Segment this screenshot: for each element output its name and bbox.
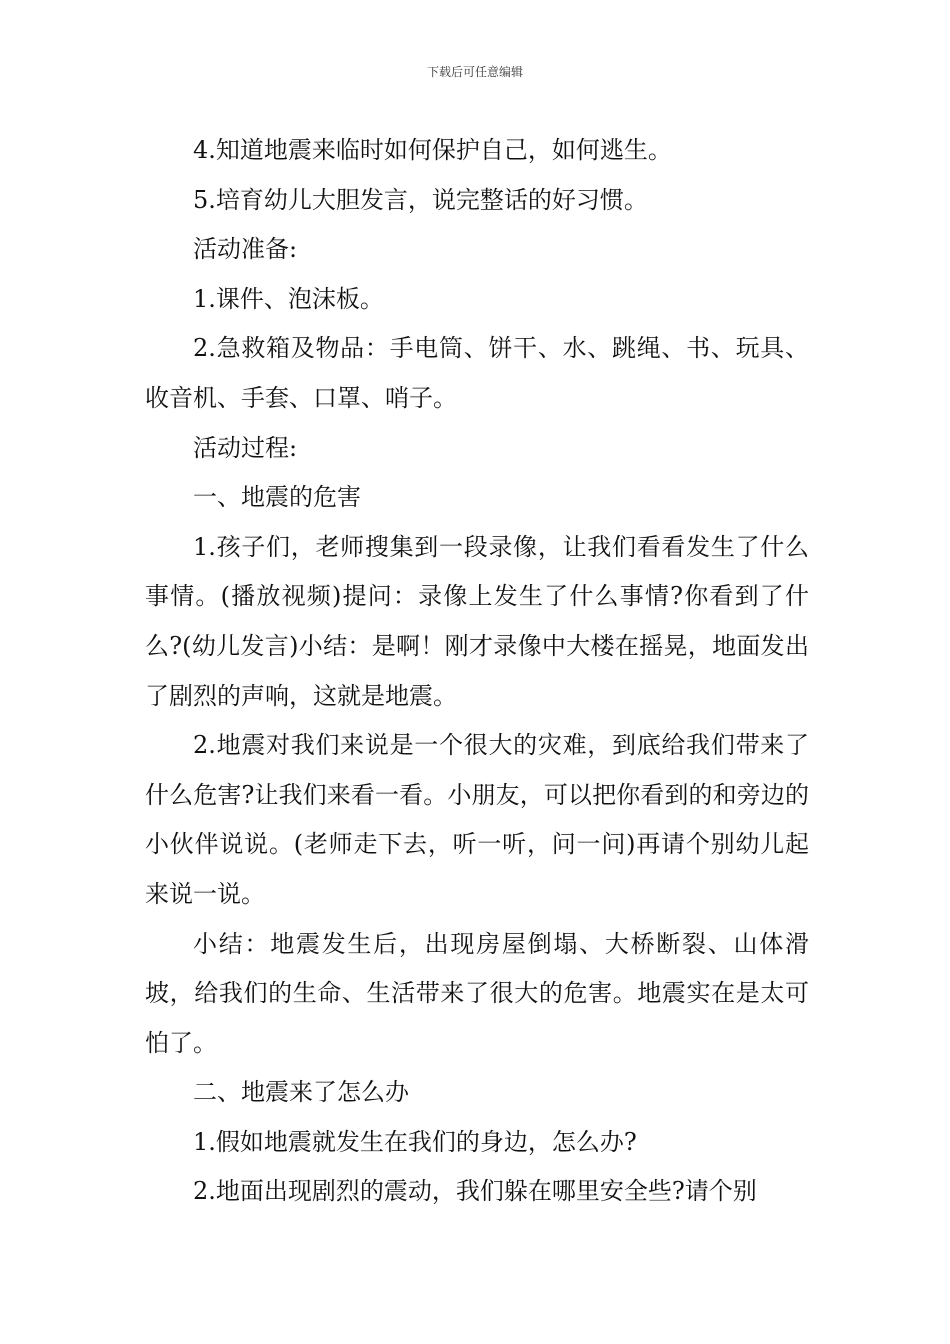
- paragraph-preparation-2: 2.急救箱及物品：手电筒、饼干、水、跳绳、书、玩具、收音机、手套、口罩、哨子。: [145, 334, 809, 412]
- paragraph-section-two-1: 1.假如地震就发生在我们的身边，怎么办?: [193, 1127, 637, 1156]
- heading-section-two: 二、地震来了怎么办: [193, 1078, 409, 1107]
- heading-activity-preparation: 活动准备:: [193, 235, 298, 264]
- paragraph-section-one-2: 2.地震对我们来说是一个很大的灾难，到底给我们带来了什么危害?让我们来看一看。小朋友，可以把你看到的和旁边的小伙伴说说。(老师走下去，听一听，问一问)再请个别幼儿起来说一说。: [145, 731, 809, 908]
- heading-section-one: 一、地震的危害: [193, 483, 361, 512]
- paragraph-section-one-summary: 小结：地震发生后，出现房屋倒塌、大桥断裂、山体滑坡，给我们的生命、生活带来了很大的危害。地震实在是太可怕了。: [145, 929, 809, 1057]
- paragraph-objective-4: 4.知道地震来临时如何保护自己，如何逃生。: [193, 136, 672, 164]
- document-body: [145, 126, 809, 1217]
- page-header: 下载后可任意编辑: [426, 65, 523, 79]
- paragraph-section-two-2: 2.地面出现剧烈的震动，我们躲在哪里安全些?请个别: [193, 1177, 757, 1206]
- paragraph-section-one-1: 1.孩子们，老师搜集到一段录像，让我们看看发生了什么事情。(播放视频)提问：录像上发生了什么事情?你看到了什么?(幼儿发言)小结：是啊！刚才录像中大楼在摇晃，地面发出了剧烈的声响，这就是地震。: [145, 532, 809, 710]
- paragraph-preparation-1: 1.课件、泡沫板。: [193, 284, 384, 313]
- heading-activity-process: 活动过程:: [193, 433, 298, 462]
- paragraph-objective-5: 5.培育幼儿大胆发言，说完整话的好习惯。: [193, 185, 648, 214]
